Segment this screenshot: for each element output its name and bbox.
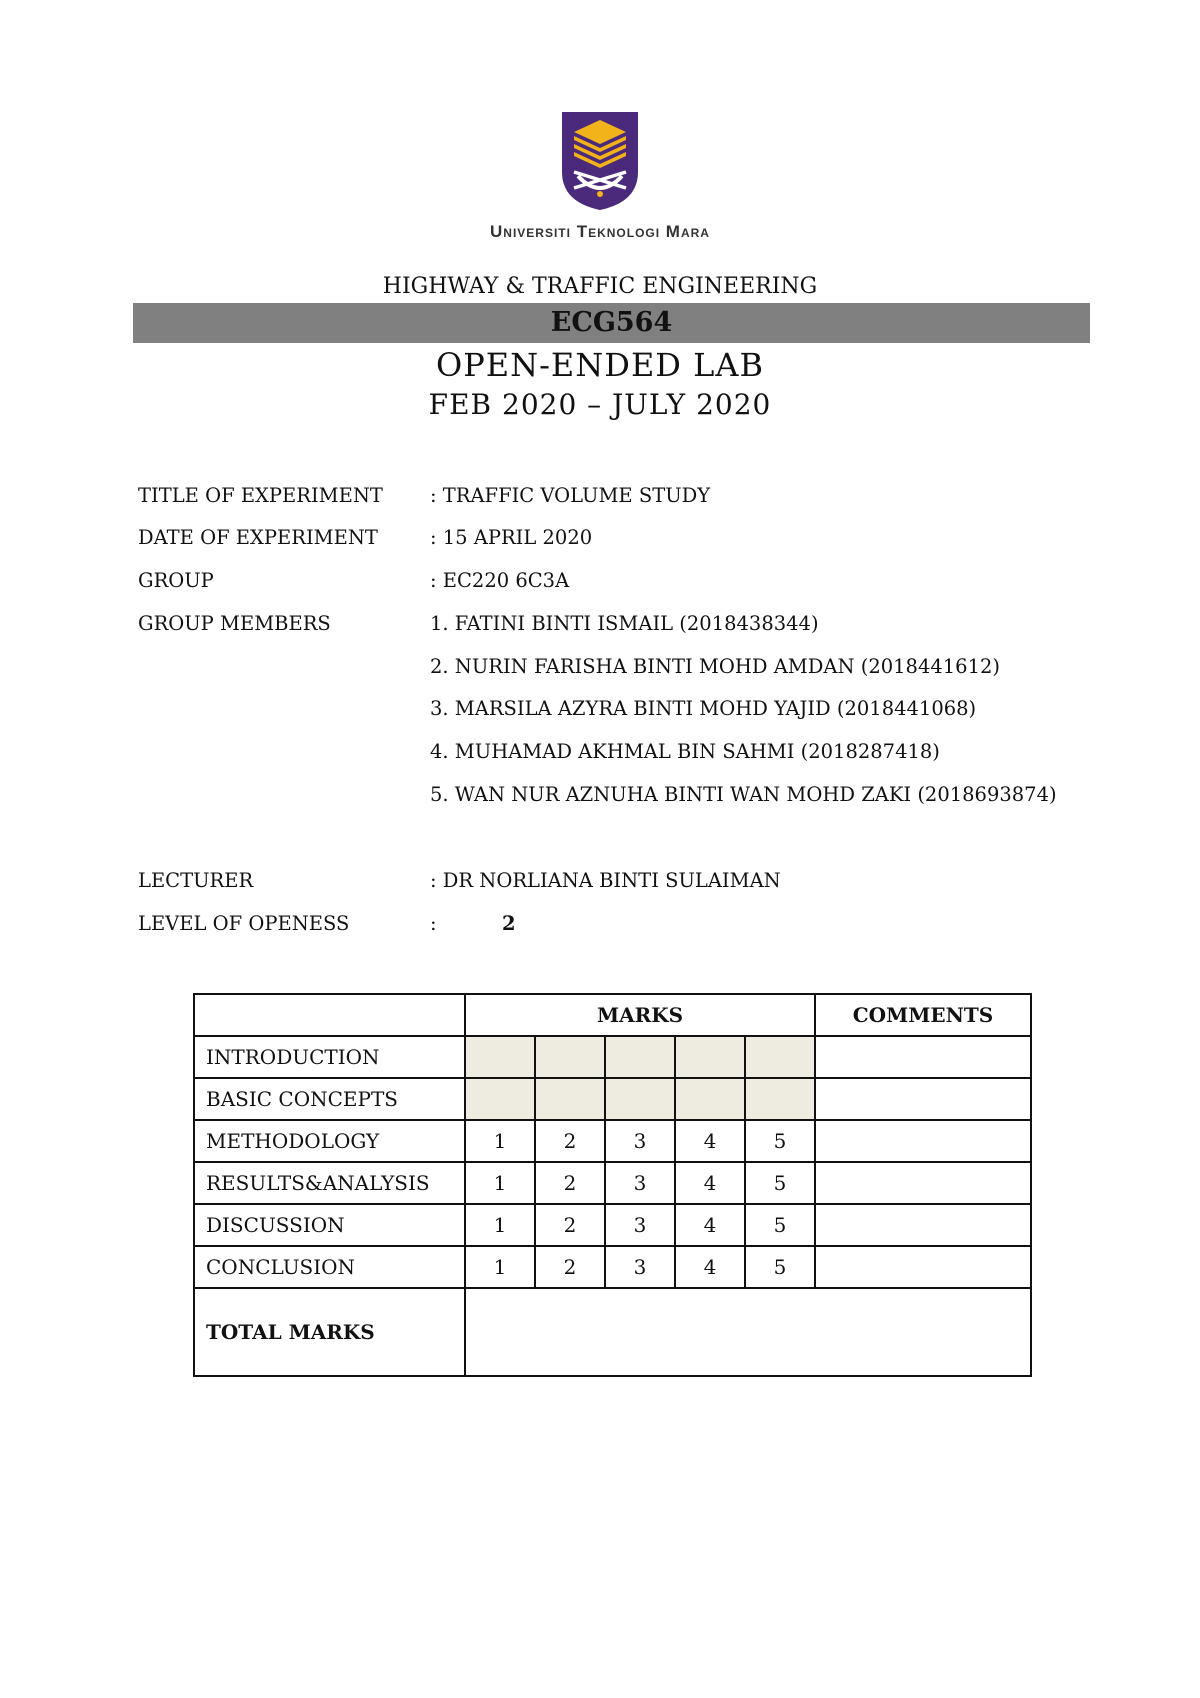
total-marks-label: TOTAL MARKS [194,1288,465,1376]
university-name: Universiti Teknologi Mara [490,222,710,241]
score-cell[interactable]: 2 [535,1246,605,1288]
score-cell[interactable]: 5 [745,1204,815,1246]
comment-cell[interactable] [815,1120,1031,1162]
score-cell[interactable]: 5 [745,1120,815,1162]
comment-cell[interactable] [815,1246,1031,1288]
score-cell[interactable]: 5 [745,1246,815,1288]
score-cell[interactable] [535,1036,605,1078]
score-cell[interactable]: 4 [675,1120,745,1162]
score-cell[interactable]: 4 [675,1162,745,1204]
criterion-label: DISCUSSION [194,1204,465,1246]
score-cell[interactable] [465,1036,535,1078]
score-cell[interactable]: 3 [605,1246,675,1288]
comments-header: COMMENTS [815,994,1031,1036]
score-cell[interactable]: 5 [745,1162,815,1204]
lab-title: OPEN-ENDED LAB [435,346,764,384]
member-item: 4. MUHAMAD AKHMAL BIN SAHMI (2018287418) [430,740,940,763]
info-value: : EC220 6C3A [430,569,570,592]
info-label: LEVEL OF OPENESS [138,912,350,935]
score-cell[interactable]: 3 [605,1162,675,1204]
score-cell[interactable]: 1 [465,1204,535,1246]
course-code: ECG564 [133,303,1090,343]
table-row [194,1078,1031,1120]
score-cell[interactable]: 2 [535,1120,605,1162]
university-logo [0,110,1200,242]
lab-period: FEB 2020 – JULY 2020 [428,388,772,421]
criterion-label: METHODOLOGY [194,1120,465,1162]
member-item: 5. WAN NUR AZNUHA BINTI WAN MOHD ZAKI (2018693874) [430,783,1057,806]
table-row [194,1120,1031,1162]
subject-title: HIGHWAY & TRAFFIC ENGINEERING [382,274,818,299]
score-cell[interactable]: 3 [605,1120,675,1162]
member-item: 1. FATINI BINTI ISMAIL (2018438344) [430,612,819,635]
info-label: GROUP MEMBERS [138,612,331,635]
member-item: 3. MARSILA AZYRA BINTI MOHD YAJID (2018441068) [430,697,977,720]
uitm-crest-icon [560,110,640,212]
criterion-label: CONCLUSION [194,1246,465,1288]
score-cell[interactable] [465,1078,535,1120]
score-cell[interactable]: 1 [465,1162,535,1204]
score-cell[interactable] [535,1078,605,1120]
table-row [194,1036,1031,1078]
score-cell[interactable] [675,1036,745,1078]
score-cell[interactable]: 3 [605,1204,675,1246]
score-cell[interactable] [745,1078,815,1120]
score-cell[interactable] [605,1036,675,1078]
score-cell[interactable]: 1 [465,1246,535,1288]
table-row [194,1204,1031,1246]
info-value: : DR NORLIANA BINTI SULAIMAN [430,869,781,892]
comment-cell[interactable] [815,1162,1031,1204]
total-row [194,1288,1031,1376]
table-header-row [194,994,1031,1036]
openness-value: 2 [502,912,516,935]
marks-header: MARKS [465,994,815,1036]
total-marks-cell[interactable] [465,1288,1031,1376]
info-label: TITLE OF EXPERIMENT [138,484,383,507]
score-cell[interactable]: 2 [535,1162,605,1204]
table-row [194,1246,1031,1288]
comment-cell[interactable] [815,1078,1031,1120]
table-corner-cell [194,994,465,1036]
score-cell[interactable] [675,1078,745,1120]
criterion-label: BASIC CONCEPTS [194,1078,465,1120]
table-row [194,1162,1031,1204]
score-cell[interactable]: 4 [675,1246,745,1288]
info-value: : TRAFFIC VOLUME STUDY [430,484,711,507]
criterion-label: INTRODUCTION [194,1036,465,1078]
comment-cell[interactable] [815,1204,1031,1246]
info-label: GROUP [138,569,214,592]
score-cell[interactable] [605,1078,675,1120]
info-value: : 15 APRIL 2020 [430,526,593,549]
score-cell[interactable]: 4 [675,1204,745,1246]
score-cell[interactable] [745,1036,815,1078]
marks-table [193,993,1032,1377]
score-cell[interactable]: 1 [465,1120,535,1162]
criterion-label: RESULTS&ANALYSIS [194,1162,465,1204]
member-item: 2. NURIN FARISHA BINTI MOHD AMDAN (2018441612) [430,655,1000,678]
info-label: DATE OF EXPERIMENT [138,526,378,549]
info-colon: : [430,912,437,935]
info-label: LECTURER [138,869,254,892]
comment-cell[interactable] [815,1036,1031,1078]
score-cell[interactable]: 2 [535,1204,605,1246]
